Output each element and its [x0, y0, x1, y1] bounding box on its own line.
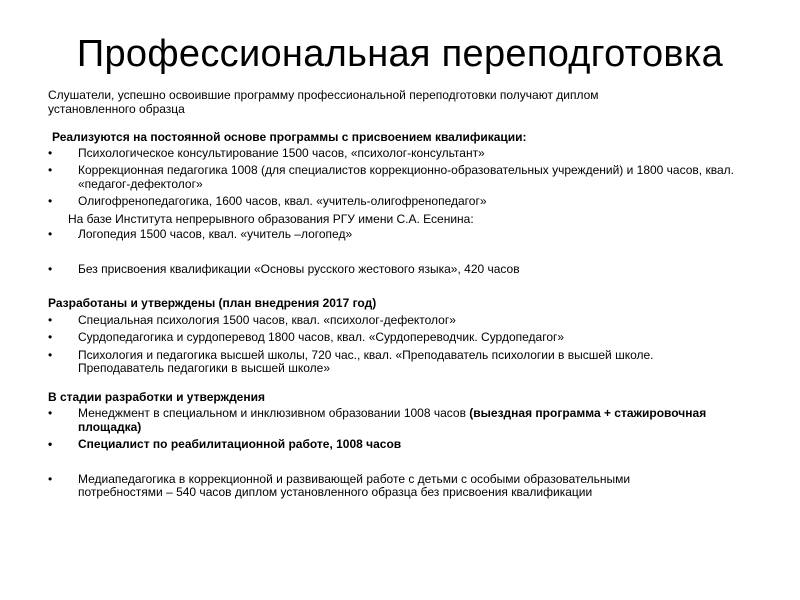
list-item — [48, 195, 748, 209]
intro-text: Слушатели, успешно освоившие программу профессиональной переподготовки получают диплом установленного образца — [48, 88, 599, 116]
list-item-bold-text: (выездная программа + стажировочная площадка) — [78, 406, 707, 434]
bullet-icon: • — [48, 163, 53, 177]
bullet-icon: • — [48, 471, 53, 486]
list-item-text: Специальная психология 1500 часов, квал. «психолог-дефектолог» — [78, 312, 456, 327]
list-item-text: Коррекционная педагогика 1008 (для специалистов коррекционно-образовательных учреждений) и 1800 часов, квал. «педагог-дефектолог» — [78, 163, 734, 191]
bullet-icon: • — [48, 194, 53, 208]
list-item — [48, 349, 748, 376]
list-item-text: Олигофренопедагогика, 1600 часов, квал. «учитель-олигофренопедагог» — [78, 194, 487, 208]
list-item — [48, 438, 748, 452]
bullet-icon: • — [48, 406, 53, 420]
list-item-text: Медиапедагогика в коррекционной и развивающей работе с детьми с особыми образовательными потребностями – 540 часов диплом установленного образца без присвоения квалификации — [78, 471, 631, 499]
list-item-text: Логопедия 1500 часов, квал. «учитель –логопед» — [78, 227, 353, 241]
list-item-text: Сурдопедагогика и сурдоперевод 1800 часов, квал. «Сурдопереводчик. Сурдопедагог» — [78, 330, 565, 344]
list-item — [48, 263, 748, 277]
institute-note: На базе Института непрерывного образования РГУ имени С.А. Есенина: — [68, 211, 474, 226]
bullet-icon: • — [48, 145, 53, 160]
bullet-icon: • — [48, 312, 53, 327]
list-item-text: Специалист по реабилитационной работе, 1008 часов — [78, 437, 402, 451]
list-item — [48, 314, 748, 328]
list-item — [48, 407, 748, 434]
list-item-text: Менеджмент в специальном и инклюзивном образовании 1008 часов — [78, 406, 470, 420]
bullet-icon: • — [48, 261, 53, 276]
list-item — [48, 147, 748, 161]
section1-heading: Реализуются на постоянной основе программы с присвоением квалификации: — [52, 130, 527, 144]
list-item — [48, 473, 748, 500]
section3-heading: В стадии разработки и утверждения — [48, 389, 265, 404]
bullet-icon: • — [48, 227, 53, 241]
list-item — [48, 164, 748, 191]
bullet-icon: • — [48, 330, 53, 344]
list-item-text: Без присвоения квалификации «Основы русского жестового языка», 420 часов — [78, 261, 520, 276]
section2-heading: Разработаны и утверждены (план внедрения 2017 год) — [48, 296, 377, 310]
list-item — [48, 331, 748, 345]
bullet-icon: • — [48, 347, 53, 362]
list-item-text: Психологическое консультирование 1500 часов, «психолог-консультант» — [78, 145, 485, 160]
list-item-text: Психология и педагогика высшей школы, 720 час., квал. «Преподаватель психологии в высшей школе. Преподаватель педагогики в высшей школе» — [78, 347, 654, 375]
slide-content — [48, 89, 748, 500]
bullet-icon: • — [48, 437, 53, 451]
list-item — [48, 228, 748, 242]
slide-title: Профессиональная переподготовка — [76, 33, 724, 75]
